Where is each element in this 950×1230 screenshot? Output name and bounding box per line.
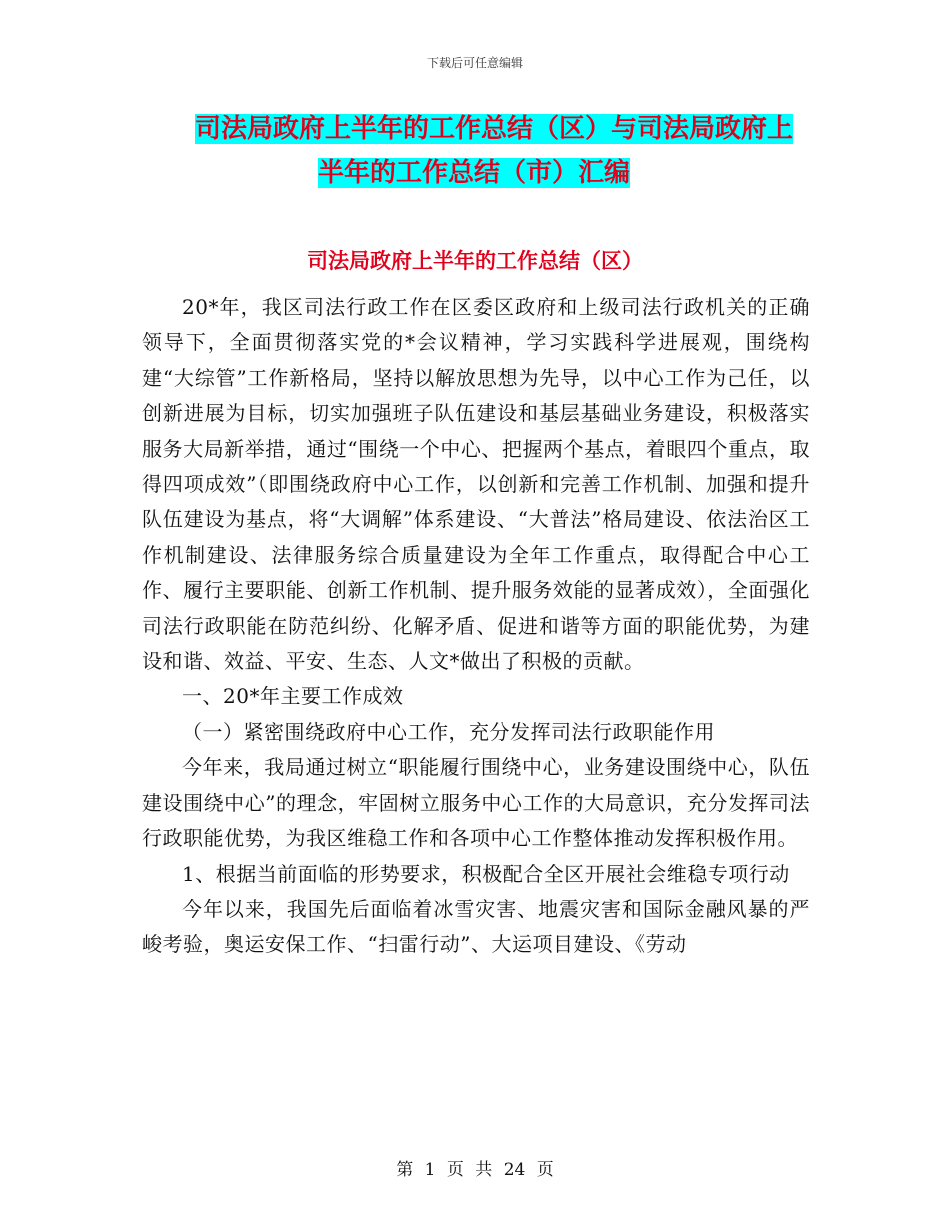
document-title-line-1-text: 司法局政府上半年的工作总结（区）与司法局政府上 — [195, 114, 794, 144]
heading-level-2: （一）紧密围绕政府中心工作，充分发挥司法行政职能作用 — [182, 719, 715, 744]
document-title-line-1 — [195, 112, 793, 146]
paragraph: 今年来，我局通过树立“职能履行围绕中心，业务建设围绕中心，队伍建设围绕中心”的理念，牢固树立服务中心工作的大局意识，充分发挥司法行政职能优势，为我区维稳工作和各项中心工作整体推动发挥积极作用。 — [142, 755, 810, 851]
section-title: 司法局政府上半年的工作总结（区） — [307, 249, 643, 273]
paragraph-intro: 20*年，我区司法行政工作在区委区政府和上级司法行政机关的正确领导下，全面贯彻落实党的*会议精神，学习实践科学进展观，围绕构建“大综管”工作新格局，坚持以解放思想为先导，以中心工作为己任，以创新进展为目标，切实加强班子队伍建设和基层基础业务建设，积极落实服务大局新举措，通过“围绕一个中心、把握两个基点，着眼四个重点，取得四项成效”（即围绕政府中心工作，以创新和完善工作机制、加强和提升队伍建设为基点，将“大调解”体系建设、“大普法”格局建设、依法治区工作机制建设、法律服务综合质量建设为全年工作重点，取得配合中心工作、履行主要职能、创新工作机制、提升服务效能的显著成效），全面强化司法行政职能在防范纠纷、化解矛盾、促进和谐等方面的职能优势，为建设和谐、效益、平安、生态、人文*做出了积极的贡献。 — [142, 295, 810, 674]
document-title-line-2 — [318, 156, 630, 190]
document-title-line-2-text: 半年的工作总结（市）汇编 — [318, 158, 631, 188]
document-body — [142, 290, 810, 963]
paragraph: 今年以来，我国先后面临着冰雪灾害、地震灾害和国际金融风暴的严峻考验，奥运安保工作、“扫雷行动”、大运项目建设、《劳动 — [142, 896, 810, 957]
page-footer: 第 1 页 共 24 页 — [396, 1160, 554, 1180]
heading-level-3: 1、根据当前面临的形势要求，积极配合全区开展社会维稳专项行动 — [182, 861, 790, 886]
heading-level-1: 一、20*年主要工作成效 — [182, 684, 404, 709]
header-note: 下载后可任意编辑 — [426, 56, 523, 70]
